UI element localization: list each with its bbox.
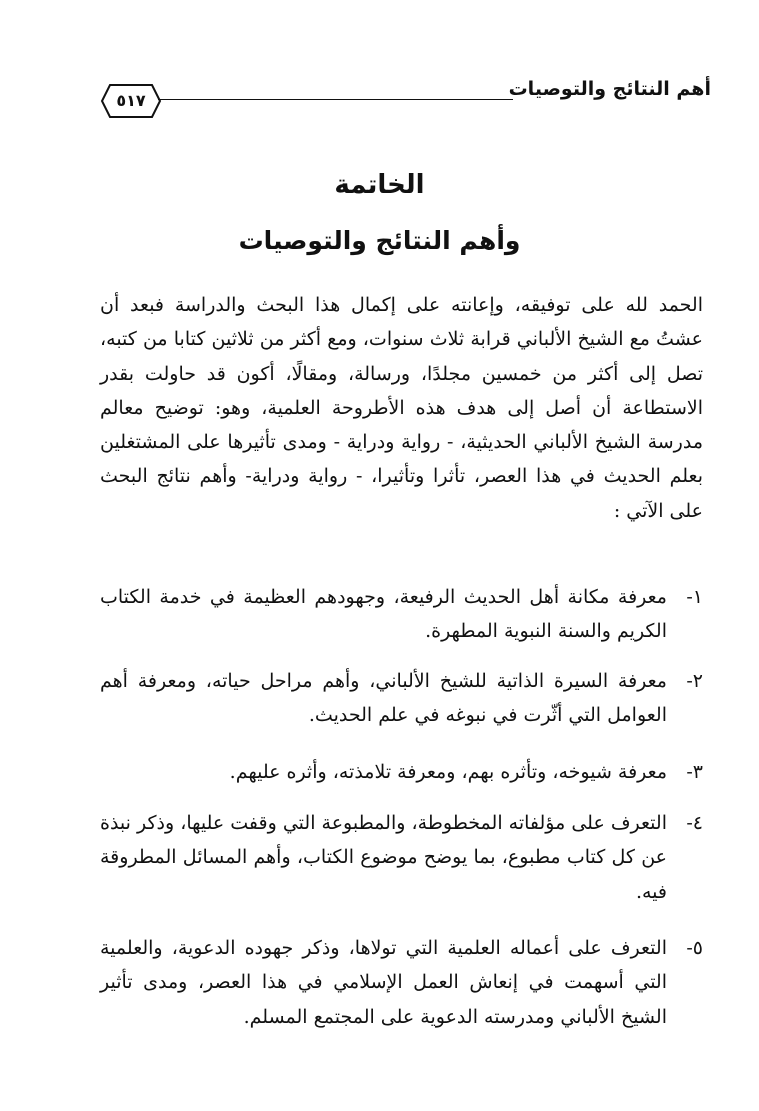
finding-item-3	[100, 755, 703, 789]
finding-item-1	[100, 580, 703, 649]
finding-number: ٥-	[686, 937, 703, 959]
finding-number: ٤-	[686, 812, 703, 834]
finding-number: ٢-	[686, 670, 703, 692]
intro-paragraph: الحمد لله على توفيقه، وإعانته على إكمال هذا البحث والدراسة فبعد أن عشتُ مع الشيخ الألباني قرابة ثلاث سنوات، ومع أكثر من ثلاثين كتابا من كتبه، تصل إلى أكثر من خمسين مجلدًا، ورسالة، ومقالًا، أكون قد حاولت بقدر الاستطاعة أن أصل إلى هدف هذه الأطروحة العلمية، وهو: توضيح معالم مدرسة الشيخ الألباني الحديثية، - رواية ودراية - ومدى تأثيرها على المشتغلين بعلم الحديث في هذا العصر، تأثرا وتأثيرا، - رواية ودراية- وأهم نتائج البحث على الآتي :	[100, 294, 703, 522]
header-rule	[158, 99, 513, 100]
finding-item-2	[100, 664, 703, 733]
finding-text: معرفة مكانة أهل الحديث الرفيعة، وجهودهم العظيمة في خدمة الكتاب الكريم والسنة النبوية المطهرة.	[100, 586, 667, 643]
finding-item-4	[100, 806, 703, 909]
finding-text: التعرف على مؤلفاته المخطوطة، والمطبوعة التي وقفت عليها، وذكر نبذة عن كل كتاب مطبوع، بما يوضح موضوع الكتاب، وأهم المسائل المطروقة فيه.	[100, 812, 667, 903]
chapter-title: الخاتمة	[334, 170, 425, 200]
finding-item-5	[100, 931, 703, 1034]
running-header-title: أهم النتائج والتوصيات	[508, 78, 711, 100]
finding-number: ٣-	[686, 761, 703, 783]
finding-text: معرفة شيوخه، وتأثره بهم، ومعرفة تلامذته، وأثره عليهم.	[229, 761, 667, 783]
finding-number: ١-	[686, 586, 703, 608]
page-number: ٥١٧	[116, 91, 146, 110]
page-number-badge	[100, 82, 162, 120]
finding-text: معرفة السيرة الذاتية للشيخ الألباني، وأهم مراحل حياته، ومعرفة أهم العوامل التي أثّرت في نبوغه في علم الحديث.	[100, 670, 667, 727]
finding-text: التعرف على أعماله العلمية التي تولاها، وذكر جهوده الدعوية، والعلمية التي أسهمت في إنعاش العمل الإسلامي في هذا العصر، ومدى تأثير الشيخ الألباني ومدرسته الدعوية على المجتمع المسلم.	[100, 937, 667, 1028]
chapter-subtitle: وأهم النتائج والتوصيات	[238, 226, 521, 255]
